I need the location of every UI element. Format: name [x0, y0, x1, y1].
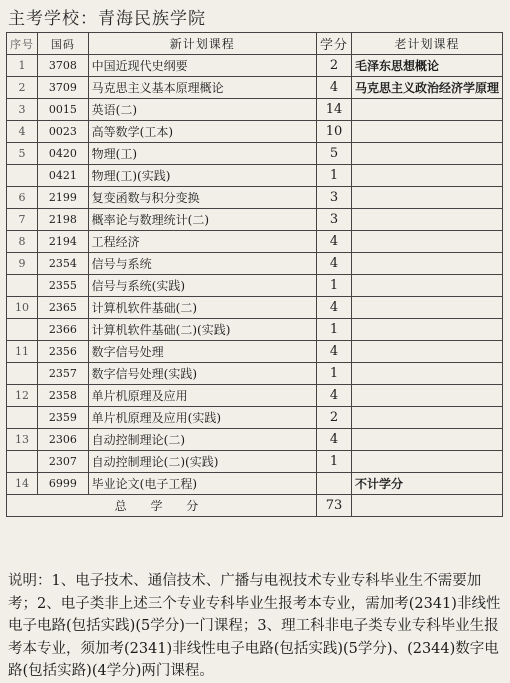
cell-course-name: 马克思主义基本原理概论: [88, 77, 316, 99]
cell-course-name: 计算机软件基础(二)(实践): [88, 319, 316, 341]
table-row: [7, 253, 503, 275]
cell-credits: 3: [316, 187, 351, 209]
cell-seq: 6: [7, 187, 38, 209]
cell-credits: 1: [316, 363, 351, 385]
cell-credits: 4: [316, 297, 351, 319]
cell-credits: 5: [316, 143, 351, 165]
column-header-old-plan: 老计划课程: [351, 33, 502, 55]
cell-old-course: [351, 121, 502, 143]
cell-seq: 2: [7, 77, 38, 99]
cell-seq: [7, 451, 38, 473]
explanatory-note: 说明：1、电子技术、通信技术、广播与电视技术专业专科毕业生不需要加考；2、电子类非上述三个专业专科毕业生报考本专业，需加考(2341)非线性电子电路(包括实践)(5学分)一门课程；3、理工科非电子类专业专科毕业生报考本专业，须加考(2341)非线性电子电路(包括实践)(5学分)、(2344)数字电路(包括实路)(4学分)两门课程。: [8, 573, 501, 679]
cell-seq: 14: [7, 473, 38, 495]
cell-credits: 1: [316, 451, 351, 473]
table-row: [7, 341, 503, 363]
table-row: [7, 231, 503, 253]
cell-course-name: 单片机原理及应用: [88, 385, 316, 407]
cell-course-name: 毕业论文(电子工程): [88, 473, 316, 495]
cell-course-name: 数字信号处理: [88, 341, 316, 363]
table-row: [7, 319, 503, 341]
total-label: 总 学 分: [7, 495, 317, 517]
cell-seq: 4: [7, 121, 38, 143]
column-header-credits: 学分: [316, 33, 351, 55]
cell-course-name: 复变函数与积分变换: [88, 187, 316, 209]
cell-old-course: [351, 407, 502, 429]
cell-old-course: 毛泽东思想概论: [351, 55, 502, 77]
table-row: [7, 187, 503, 209]
cell-seq: 1: [7, 55, 38, 77]
cell-seq: 12: [7, 385, 38, 407]
cell-code: 0421: [38, 165, 89, 187]
cell-code: 3708: [38, 55, 89, 77]
column-header-seq: 序号: [7, 33, 38, 55]
cell-old-course: [351, 275, 502, 297]
cell-seq: 5: [7, 143, 38, 165]
cell-credits: 1: [316, 319, 351, 341]
cell-seq: 8: [7, 231, 38, 253]
cell-old-course: [351, 341, 502, 363]
cell-course-name: 英语(二): [88, 99, 316, 121]
cell-code: 3709: [38, 77, 89, 99]
cell-seq: 13: [7, 429, 38, 451]
cell-course-name: 自动控制理论(二)(实践): [88, 451, 316, 473]
table-row: [7, 99, 503, 121]
cell-old-course: [351, 231, 502, 253]
cell-seq: 11: [7, 341, 38, 363]
cell-course-name: 信号与系统(实践): [88, 275, 316, 297]
cell-credits: [316, 473, 351, 495]
cell-seq: [7, 165, 38, 187]
cell-seq: [7, 319, 38, 341]
cell-old-course: [351, 165, 502, 187]
cell-code: 2356: [38, 341, 89, 363]
cell-seq: 3: [7, 99, 38, 121]
column-header-new-plan: 新计划课程: [88, 33, 316, 55]
cell-old-course: [351, 143, 502, 165]
cell-credits: 2: [316, 407, 351, 429]
table-row: [7, 77, 503, 99]
table-row: [7, 429, 503, 451]
total-row: [7, 495, 503, 517]
cell-old-course: [351, 363, 502, 385]
cell-credits: 4: [316, 385, 351, 407]
cell-old-course: 马克思主义政治经济学原理: [351, 77, 502, 99]
cell-code: 2357: [38, 363, 89, 385]
cell-credits: 4: [316, 429, 351, 451]
cell-old-course: [351, 451, 502, 473]
table-row: [7, 451, 503, 473]
cell-seq: 9: [7, 253, 38, 275]
cell-course-name: 物理(工): [88, 143, 316, 165]
cell-course-name: 自动控制理论(二): [88, 429, 316, 451]
table-row: [7, 363, 503, 385]
cell-old-course: [351, 297, 502, 319]
cell-seq: [7, 407, 38, 429]
cell-course-name: 中国近现代史纲要: [88, 55, 316, 77]
table-row: [7, 297, 503, 319]
cell-course-name: 单片机原理及应用(实践): [88, 407, 316, 429]
cell-code: 2354: [38, 253, 89, 275]
cell-course-name: 信号与系统: [88, 253, 316, 275]
cell-code: 0420: [38, 143, 89, 165]
cell-old-course: [351, 385, 502, 407]
cell-course-name: 高等数学(工本): [88, 121, 316, 143]
cell-credits: 1: [316, 165, 351, 187]
cell-seq: 7: [7, 209, 38, 231]
cell-code: 2358: [38, 385, 89, 407]
cell-credits: 4: [316, 341, 351, 363]
cell-code: 2306: [38, 429, 89, 451]
cell-code: 2307: [38, 451, 89, 473]
cell-old-course: [351, 99, 502, 121]
table-row: [7, 209, 503, 231]
table-row: [7, 121, 503, 143]
table-header-row: [7, 33, 503, 55]
cell-code: 2355: [38, 275, 89, 297]
cell-code: 2365: [38, 297, 89, 319]
cell-code: 6999: [38, 473, 89, 495]
cell-credits: 10: [316, 121, 351, 143]
table-row: [7, 385, 503, 407]
table-row: [7, 55, 503, 77]
table-row: [7, 143, 503, 165]
cell-credits: 1: [316, 275, 351, 297]
cell-seq: [7, 275, 38, 297]
cell-course-name: 工程经济: [88, 231, 316, 253]
cell-old-course: [351, 209, 502, 231]
total-value: 73: [316, 495, 351, 517]
page-title: 主考学校：青海民族学院: [8, 9, 206, 29]
total-old-cell: [351, 495, 502, 517]
cell-code: 2198: [38, 209, 89, 231]
cell-old-course: 不计学分: [351, 473, 502, 495]
cell-code: 0023: [38, 121, 89, 143]
cell-seq: [7, 363, 38, 385]
cell-credits: 14: [316, 99, 351, 121]
table-row: [7, 407, 503, 429]
cell-course-name: 计算机软件基础(二): [88, 297, 316, 319]
cell-seq: 10: [7, 297, 38, 319]
cell-old-course: [351, 429, 502, 451]
table-row: [7, 165, 503, 187]
table-row: [7, 275, 503, 297]
cell-old-course: [351, 253, 502, 275]
cell-code: 2194: [38, 231, 89, 253]
cell-old-course: [351, 319, 502, 341]
cell-course-name: 概率论与数理统计(二): [88, 209, 316, 231]
cell-code: 2366: [38, 319, 89, 341]
cell-credits: 4: [316, 77, 351, 99]
course-plan-table: [6, 32, 503, 517]
cell-credits: 2: [316, 55, 351, 77]
cell-code: 2199: [38, 187, 89, 209]
column-header-code: 国码: [38, 33, 89, 55]
cell-code: 2359: [38, 407, 89, 429]
cell-code: 0015: [38, 99, 89, 121]
table-row: [7, 473, 503, 495]
cell-credits: 3: [316, 209, 351, 231]
cell-credits: 4: [316, 231, 351, 253]
cell-course-name: 数字信号处理(实践): [88, 363, 316, 385]
cell-course-name: 物理(工)(实践): [88, 165, 316, 187]
cell-old-course: [351, 187, 502, 209]
cell-credits: 4: [316, 253, 351, 275]
